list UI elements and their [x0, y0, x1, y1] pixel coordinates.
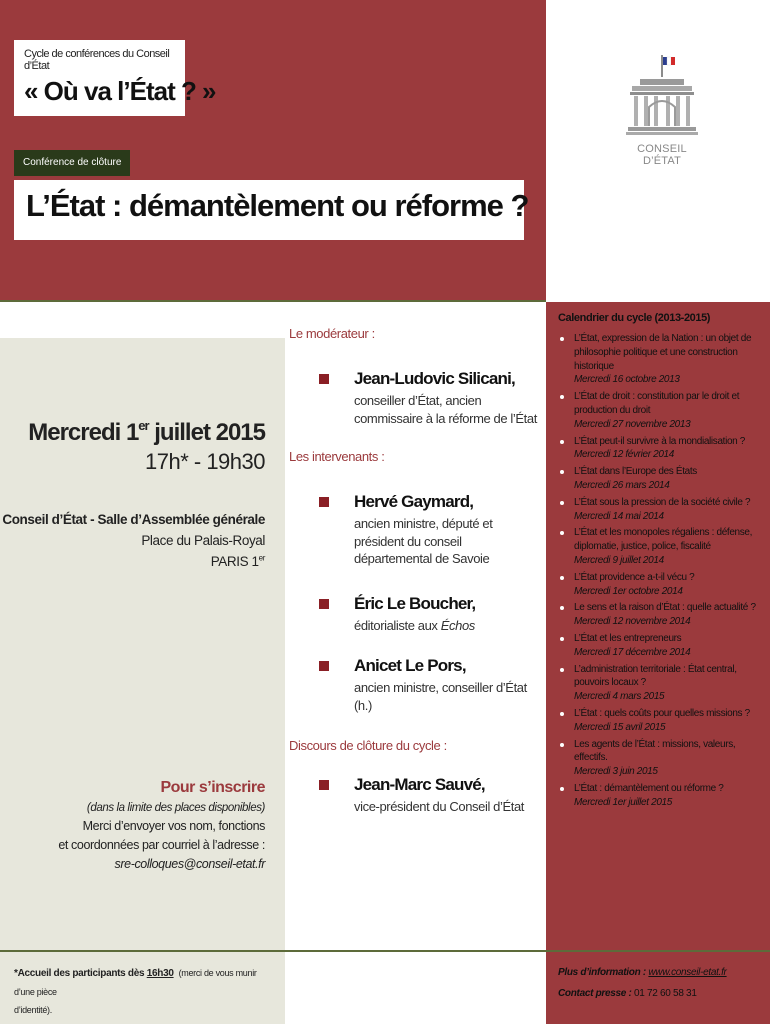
speakers-label: Les intervenants :: [289, 449, 385, 465]
bullet-dot-icon: [560, 470, 564, 474]
bullet-dot-icon: [560, 576, 564, 580]
registration-block: [0, 776, 265, 874]
logo-text: CONSEIL D’ÉTAT: [637, 143, 687, 167]
press-contact-line: Contact presse : 01 72 60 58 31: [558, 988, 697, 999]
registration-limit-note: (dans la limite des places disponibles): [86, 802, 265, 814]
square-bullet-icon: [319, 661, 329, 671]
series-title: « Où va l’État ? »: [24, 76, 216, 106]
moderator-name: Jean-Ludovic Silicani,: [354, 369, 515, 388]
bullet-dot-icon: [560, 501, 564, 505]
registration-title: Pour s’inscrire: [160, 779, 265, 796]
event-info-panel: [0, 338, 285, 950]
speaker-entry: [289, 594, 539, 635]
speaker-role: éditorialiste aux Échos: [354, 617, 475, 633]
series-box: [14, 40, 216, 116]
square-bullet-icon: [319, 374, 329, 384]
closing-conference-tag: Conférence de clôture: [14, 150, 130, 176]
footnote-line-1: *Accueil des participants dès 16h30 (merci de vous munir d’une pièce: [14, 968, 257, 997]
square-bullet-icon: [319, 497, 329, 507]
date-suffix: juillet 2015: [148, 419, 265, 446]
page-title: L’État : démantèlement ou réforme ?: [26, 188, 529, 223]
closing-speaker-role: vice-président du Conseil d’État: [354, 799, 525, 815]
bullet-dot-icon: [560, 440, 564, 444]
footnote: [0, 952, 285, 1024]
bullet-dot-icon: [560, 531, 564, 535]
registration-line-2: et coordonnées par courriel à l’adresse :: [58, 838, 265, 852]
bullet-dot-icon: [560, 668, 564, 672]
calendar-list: [558, 332, 760, 810]
website-link[interactable]: www.conseil-etat.fr: [648, 967, 727, 978]
bullet-dot-icon: [560, 712, 564, 716]
more-info-line: Plus d’information : www.conseil-etat.fr: [558, 967, 727, 978]
bullet-dot-icon: [560, 787, 564, 791]
date-prefix: Mercredi 1: [28, 419, 139, 446]
moderator-role: conseiller d’État, ancien commissaire à la réforme de l’État: [354, 393, 537, 426]
calendar-item: L’État : quels coûts pour quelles missions ? Mercredi 15 avril 2015: [558, 707, 760, 735]
calendar-item: Le sens et la raison d’État : quelle actualité ? Mercredi 12 novembre 2014: [558, 601, 760, 629]
speaker-name: Anicet Le Pors,: [354, 656, 466, 676]
venue-block: [0, 510, 265, 573]
series-label: Cycle de conférences du Conseil d’État: [24, 48, 170, 72]
square-bullet-icon: [319, 780, 329, 790]
footnote-line-2: d’identité).: [14, 1005, 52, 1015]
calendar-item: L’État de droit : constitution par le droit et production du droit Mercredi 27 novembre 2013: [558, 390, 760, 431]
speaker-name: Hervé Gaymard,: [354, 492, 474, 512]
speakers-column: [289, 326, 539, 816]
date-block: [5, 418, 265, 475]
address-city: PARIS 1er: [210, 553, 265, 569]
calendar-item: L’État, expression de la Nation : un objet de philosophie politique et une construction historique Mercredi 16 octobre 2013: [558, 332, 760, 387]
calendar-item: Les agents de l’État : missions, valeurs, effectifs. Mercredi 3 juin 2015: [558, 738, 760, 779]
calendar-item: L’État et les entrepreneurs Mercredi 17 décembre 2014: [558, 632, 760, 660]
event-date: [5, 418, 265, 447]
date-ordinal: er: [138, 418, 149, 433]
speaker-role: ancien ministre, député et président du conseil départemental de Savoie: [354, 516, 493, 567]
speaker-role: ancien ministre, conseiller d’État (h.): [354, 680, 527, 713]
building-with-flag-icon: [622, 55, 702, 141]
calendar-item: L’État : démantèlement ou réforme ? Mercredi 1er juillet 2015: [558, 782, 760, 810]
registration-email-link[interactable]: sre-colloques@conseil-etat.fr: [114, 856, 265, 871]
registration-line-1: Merci d’envoyer vos nom, fonctions: [82, 819, 265, 834]
bullet-dot-icon: [560, 395, 564, 399]
bullet-dot-icon: [560, 606, 564, 610]
closing-speaker-entry: [289, 775, 539, 816]
speaker-entry: [289, 656, 539, 714]
closing-speech-label: Discours de clôture du cycle :: [289, 738, 447, 754]
calendar-item: L’État et les monopoles régaliens : défense, diplomatie, justice, police, fiscalité Mercredi 9 juillet 2014: [558, 526, 760, 567]
calendar-item: L’administration territoriale : État central, pouvoirs locaux ? Mercredi 4 mars 2015: [558, 663, 760, 704]
address-line: Place du Palais-Royal: [141, 532, 265, 548]
calendar-footer: [558, 962, 758, 1004]
speaker-entry: [289, 492, 539, 568]
conseil-etat-logo: [622, 55, 702, 165]
calendar-item: L’État dans l’Europe des États Mercredi 26 mars 2014: [558, 465, 760, 493]
bullet-dot-icon: [560, 743, 564, 747]
calendar-item: L’État sous la pression de la société civile ? Mercredi 14 mai 2014: [558, 496, 760, 524]
calendar-item: L’État peut-il survivre à la mondialisation ? Mercredi 12 février 2014: [558, 435, 760, 463]
speaker-name: Éric Le Boucher,: [354, 593, 476, 613]
header-divider: [0, 300, 546, 302]
calendar-title: Calendrier du cycle (2013-2015): [558, 312, 711, 324]
moderator-entry: [289, 369, 539, 427]
main-title-box: [14, 180, 529, 240]
press-phone: 01 72 60 58 31: [634, 988, 697, 999]
bullet-dot-icon: [560, 337, 564, 341]
closing-speaker-name: Jean-Marc Sauvé,: [354, 775, 485, 795]
venue-name: Conseil d’État - Salle d’Assemblée générale: [2, 512, 265, 527]
moderator-label: Le modérateur :: [289, 326, 375, 341]
calendar-sidebar: [546, 302, 770, 1024]
event-time: 17h* - 19h30: [145, 449, 265, 474]
calendar-item: L’État providence a-t-il vécu ? Mercredi 1er octobre 2014: [558, 571, 760, 599]
bullet-dot-icon: [560, 637, 564, 641]
square-bullet-icon: [319, 599, 329, 609]
